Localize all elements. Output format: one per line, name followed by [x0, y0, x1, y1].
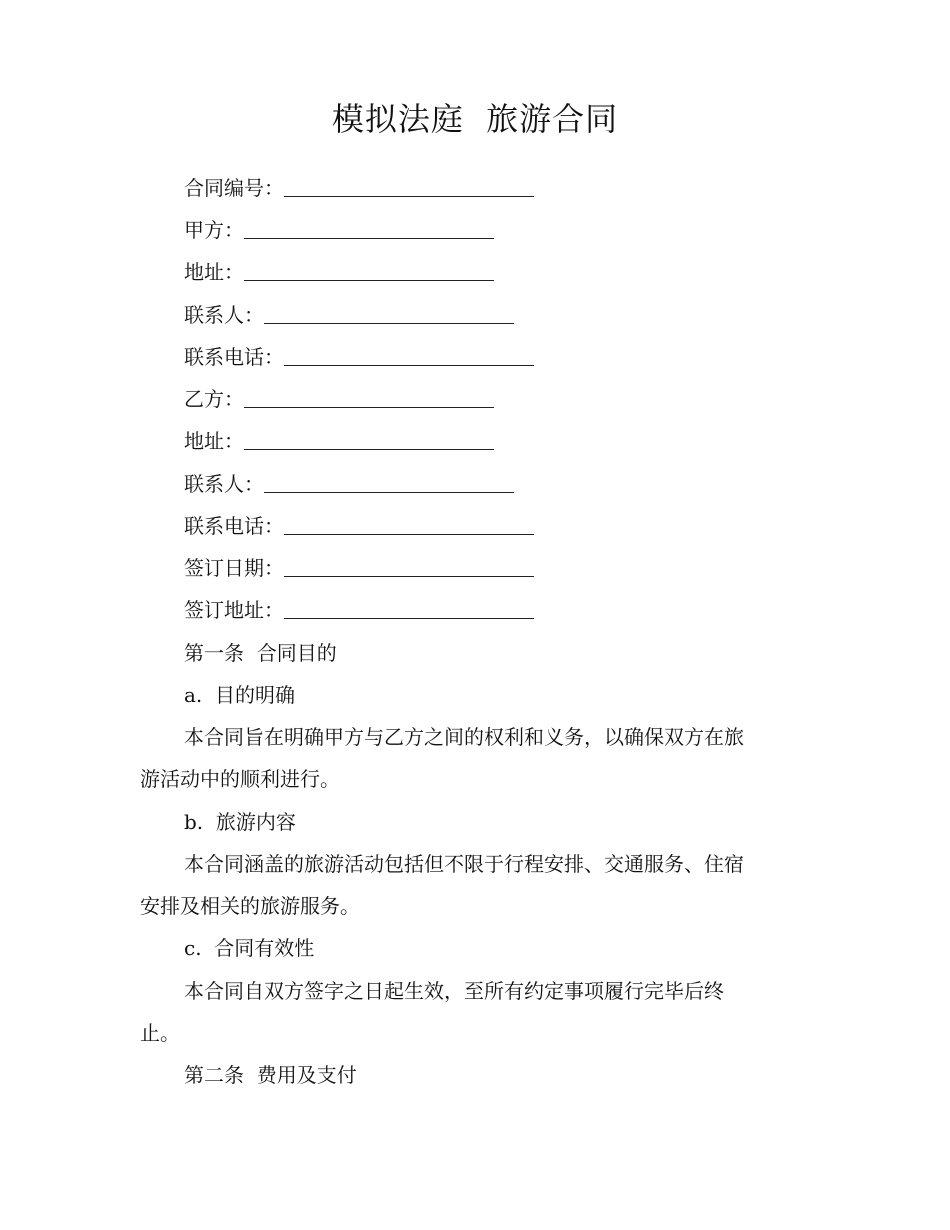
blank-line — [284, 617, 534, 619]
field-label: 地址： — [184, 429, 244, 453]
clause-a-heading: a. 目的明确 — [184, 683, 295, 707]
blank-line — [284, 533, 534, 535]
clause-b-text-line-1: 本合同涵盖的旅游活动包括但不限于行程安排、交通服务、住宿 — [184, 852, 744, 876]
field-signing-date — [184, 552, 534, 582]
field-party-b-contact — [184, 468, 514, 498]
field-contract-number — [184, 172, 534, 202]
clause-a-text-line-1: 本合同旨在明确甲方与乙方之间的权利和义务，以确保双方在旅 — [184, 725, 744, 749]
field-label: 签订日期： — [184, 556, 284, 580]
document-title: 模拟法庭 旅游合同 — [331, 100, 619, 138]
clause-a-text-line-2: 游活动中的顺利进行。 — [140, 767, 340, 791]
field-label: 联系人： — [184, 303, 264, 327]
blank-line — [264, 491, 514, 493]
field-signing-place — [184, 594, 534, 624]
clause-b-heading: b. 旅游内容 — [184, 810, 296, 834]
field-party-b-address — [184, 425, 494, 455]
field-party-a-phone — [184, 341, 534, 371]
field-party-a-contact — [184, 299, 514, 329]
blank-line — [244, 279, 494, 281]
field-label: 地址： — [184, 260, 244, 284]
blank-line — [244, 237, 494, 239]
field-label: 联系人： — [184, 472, 264, 496]
clause-c-text-line-2: 止。 — [140, 1021, 180, 1045]
field-party-a — [184, 214, 494, 244]
blank-line — [284, 575, 534, 577]
field-label: 联系电话： — [184, 345, 284, 369]
field-party-a-address — [184, 256, 494, 286]
article-2-heading: 第二条 费用及支付 — [184, 1063, 357, 1087]
field-label: 甲方： — [184, 218, 244, 242]
clause-b-text-line-2: 安排及相关的旅游服务。 — [140, 894, 360, 918]
blank-line — [244, 406, 494, 408]
field-label: 合同编号： — [184, 176, 284, 200]
field-label: 签订地址： — [184, 598, 284, 622]
field-party-b-phone — [184, 510, 534, 540]
clause-c-text-line-1: 本合同自双方签字之日起生效，至所有约定事项履行完毕后终 — [184, 979, 724, 1003]
blank-line — [244, 448, 494, 450]
field-party-b — [184, 383, 494, 413]
field-label: 乙方： — [184, 387, 244, 411]
blank-line — [284, 364, 534, 366]
clause-c-heading: c. 合同有效性 — [184, 936, 315, 960]
field-label: 联系电话： — [184, 514, 284, 538]
blank-line — [264, 322, 514, 324]
article-1-heading: 第一条 合同目的 — [184, 641, 337, 665]
blank-line — [284, 195, 534, 197]
